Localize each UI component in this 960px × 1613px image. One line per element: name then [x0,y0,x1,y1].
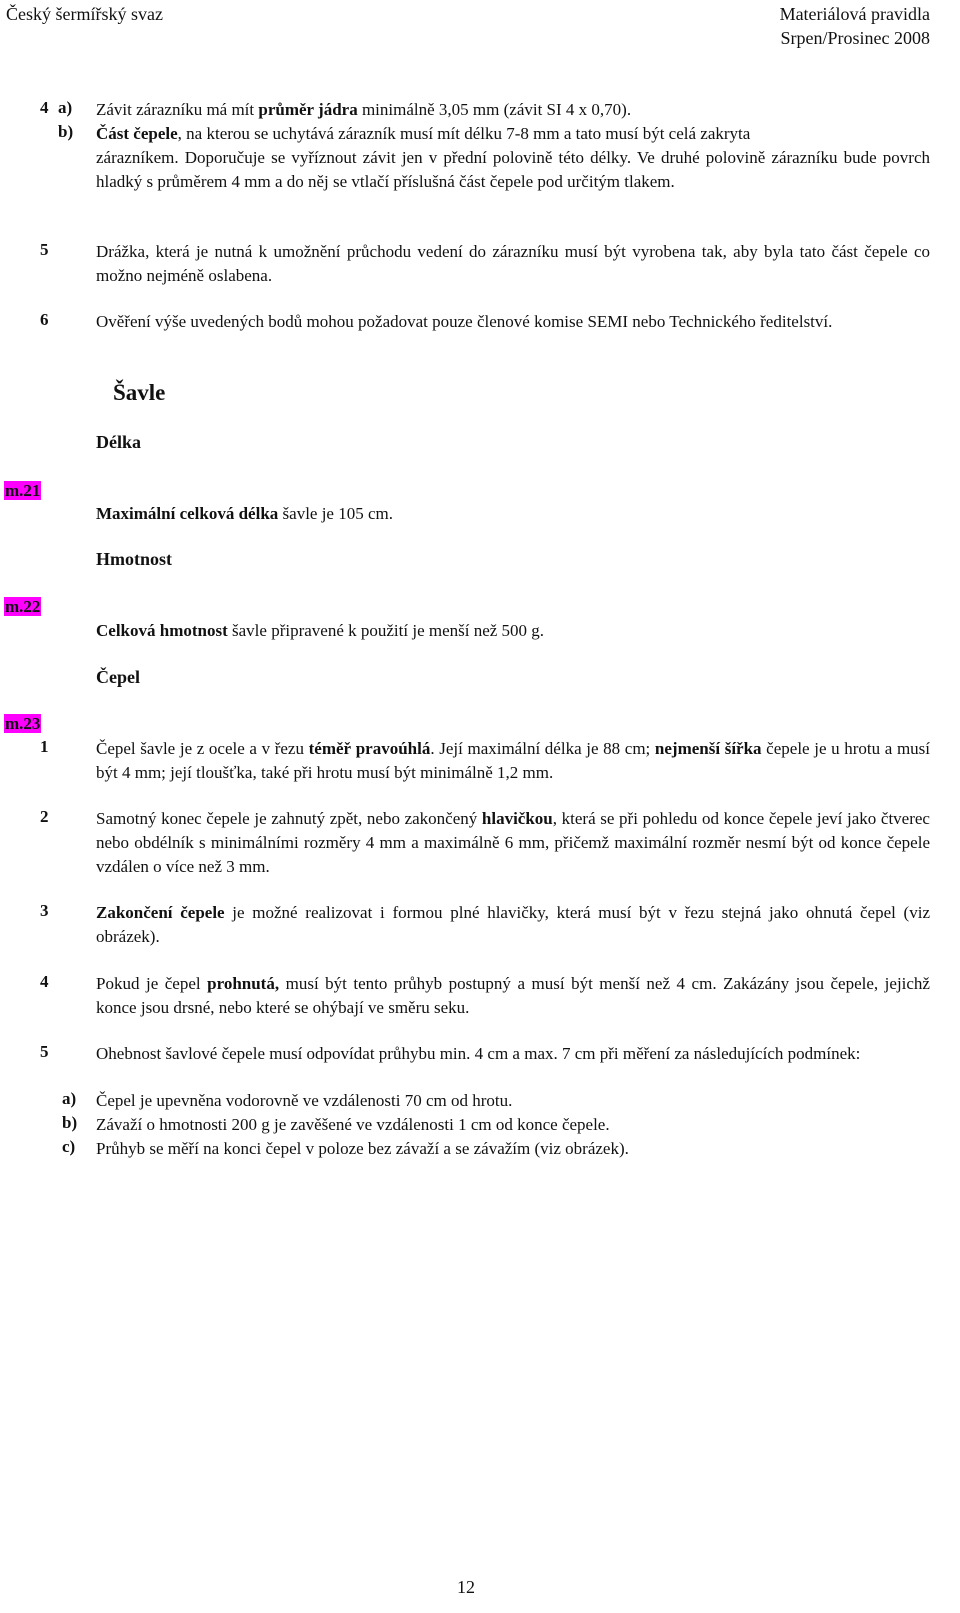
subitem-letter: a) [58,98,73,117]
item-number: 3 [40,901,49,920]
hmotnost-text: Celková hmotnost šavle připravené k použití je menší než 500 g. [96,621,545,640]
item-4b-line1: Část čepele, na kterou se uchytává zárazník musí mít délku 7-8 mm a tato musí být celá zakryta [96,124,751,143]
cepel-item-5c-text: Průhyb se měří na konci čepel v poloze bez závaží a se závažím (viz obrázek). [96,1139,629,1158]
header-date: Srpen/Prosinec 2008 [780,28,930,48]
item-4a-text: Závit zárazníku má mít průměr jádra minimálně 3,05 mm (závit SI 4 x 0,70). [96,100,632,119]
rule-marker: m.22 [5,597,41,616]
heading-delka: Délka [96,432,141,452]
item-number: 4 [40,98,49,117]
cepel-item-2-text: Samotný konec čepele je zahnutý zpět, nebo zakončený hlavičkou, která se při pohledu od konce čepele jeví jako čtverec nebo obdélník s minimálními rozměry 4 mm a maximálně 6 mm, přičemž maximální rozměr nesmí být od konce čepele vzdálen o více než 3 mm. [96,809,930,876]
item-number: 1 [40,737,49,756]
subitem-letter: b) [58,122,74,141]
cepel-item-5a-text: Čepel je upevněna vodorovně ve vzdálenosti 70 cm od hrotu. [96,1091,513,1110]
item-number: 2 [40,807,49,826]
subitem-letter: a) [62,1089,77,1108]
header-doc-title: Materiálová pravidla [779,4,930,24]
item-number: 4 [40,972,49,991]
cepel-item-1-text: Čepel šavle je z ocele a v řezu téměř pravoúhlá. Její maximální délka je 88 cm; nejmenší šířka čepele je u hrotu a musí být 4 mm; její tloušťka, také při hrotu musí být minimálně 1,2 mm. [96,739,931,782]
cepel-item-3-text: Zakončení čepele je možné realizovat i formou plné hlavičky, která musí být v řezu stejná jako ohnutá čepel (viz obrázek). [96,903,930,946]
heading-hmotnost: Hmotnost [96,549,172,569]
cepel-item-5b-text: Závaží o hmotnosti 200 g je zavěšené ve vzdálenosti 1 cm od konce čepele. [96,1115,610,1134]
cepel-item-4-text: Pokud je čepel prohnutá, musí být tento průhyb postupný a musí být menší než 4 cm. Zakázány jsou čepele, jejichž konce jsou drsné, nebo které se ohýbají ve směru seku. [96,974,930,1017]
item-number: 5 [40,1042,49,1061]
rule-marker: m.23 [5,714,41,733]
section-title: Šavle [113,380,166,405]
heading-cepel: Čepel [96,667,140,687]
subitem-letter: c) [62,1137,76,1156]
item-number: 6 [40,310,49,329]
subitem-letter: b) [62,1113,78,1132]
delka-text: Maximální celková délka šavle je 105 cm. [96,504,393,523]
item-number: 5 [40,240,49,259]
item-6-text: Ověření výše uvedených bodů mohou požadovat pouze členové komise SEMI nebo Technického ředitelství. [96,312,833,331]
rule-marker: m.21 [5,481,41,500]
page-number: 12 [457,1577,475,1597]
item-4b-rest: zárazníkem. Doporučuje se vyříznout závit jen v přední polovině této délky. Ve druhé polovině zárazníku bude povrch hladký s průměrem 4 mm a do něj se vtlačí příslušná část čepele pod určitým tlakem. [96,148,930,191]
item-5-text: Drážka, která je nutná k umožnění průchodu vedení do zárazníku musí být vyrobena tak, aby byla tato část čepele co možno nejméně oslabena. [96,242,930,285]
cepel-item-5-text: Ohebnost šavlové čepele musí odpovídat průhybu min. 4 cm a max. 7 cm při měření za následujících podmínek: [96,1044,861,1063]
header-org: Český šermířský svaz [6,4,163,24]
